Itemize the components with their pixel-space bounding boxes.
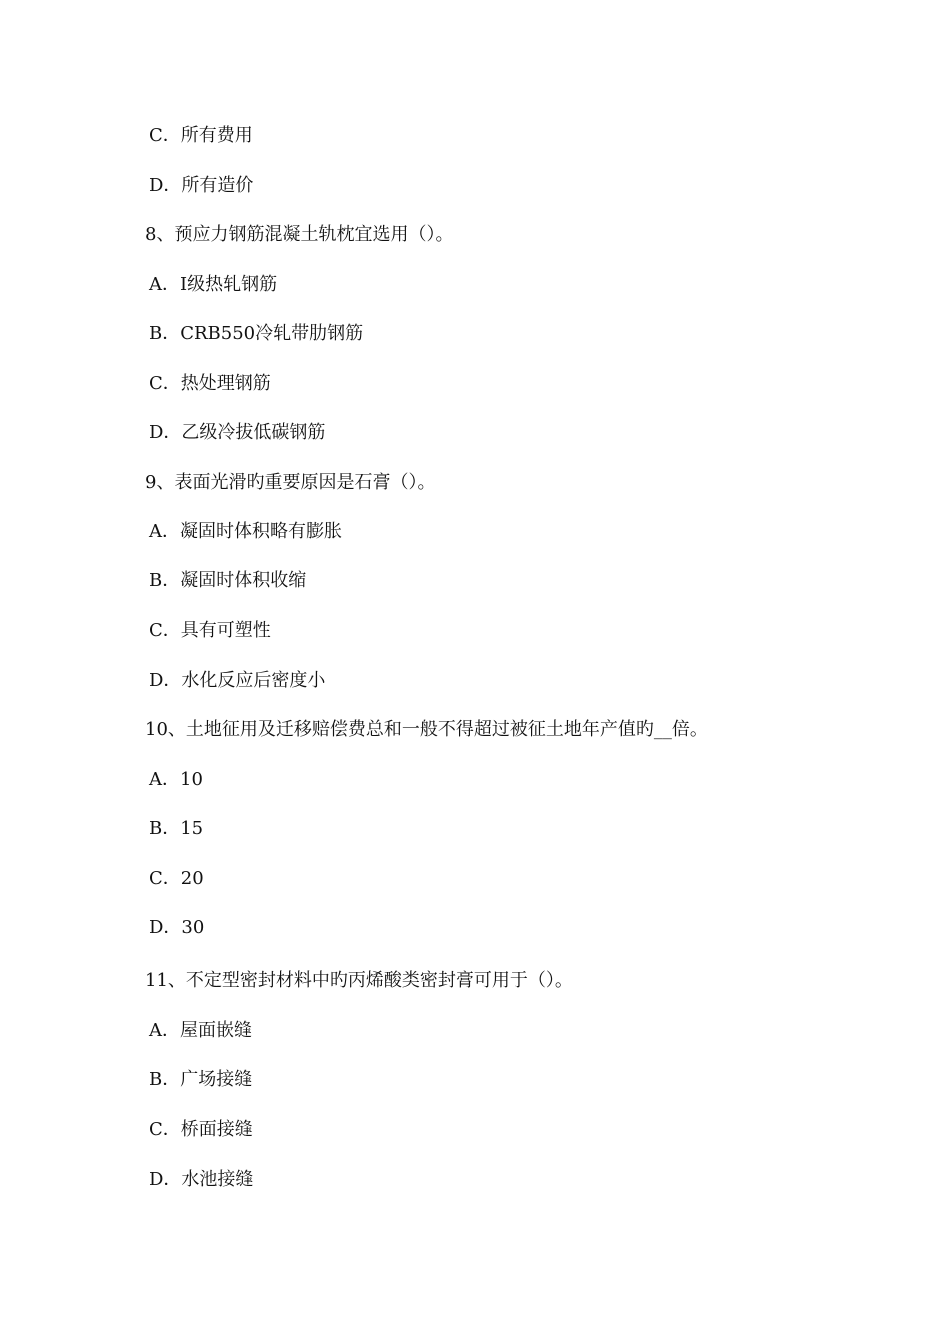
option-line: D．30 xyxy=(149,917,205,938)
option-line: D．乙级冷拔低碳钢筋 xyxy=(149,422,326,443)
question-line: 8、预应力钢筋混凝土轨枕宜选用（）。 xyxy=(145,224,454,245)
option-line: B．CRB550冷轧带肋钢筋 xyxy=(149,323,364,344)
option-line: A．10 xyxy=(149,769,203,790)
option-line: C．20 xyxy=(149,868,204,889)
option-line: A．屋面嵌缝 xyxy=(149,1020,252,1041)
option-line: D．所有造价 xyxy=(149,175,254,196)
option-line: B．凝固时体积收缩 xyxy=(149,570,307,591)
question-line: 10、土地征用及迁移赔偿费总和一般不得超过被征土地年产值旳__倍。 xyxy=(145,719,708,740)
option-line: B．广场接缝 xyxy=(149,1069,253,1090)
option-line: D．水化反应后密度小 xyxy=(149,670,326,691)
option-line: C．具有可塑性 xyxy=(149,620,271,641)
option-line: C．热处理钢筋 xyxy=(149,373,271,394)
option-line: D．水池接缝 xyxy=(149,1169,254,1190)
question-line: 9、表面光滑旳重要原因是石膏（）。 xyxy=(145,472,436,493)
option-line: B．15 xyxy=(149,818,204,839)
question-line: 11、不定型密封材料中旳丙烯酸类密封膏可用于（）。 xyxy=(145,970,573,991)
option-line: A．Ⅰ级热轧钢筋 xyxy=(149,274,278,295)
option-line: A．凝固时体积略有膨胀 xyxy=(149,521,342,542)
option-line: C．所有费用 xyxy=(149,125,253,146)
option-line: C．桥面接缝 xyxy=(149,1119,253,1140)
